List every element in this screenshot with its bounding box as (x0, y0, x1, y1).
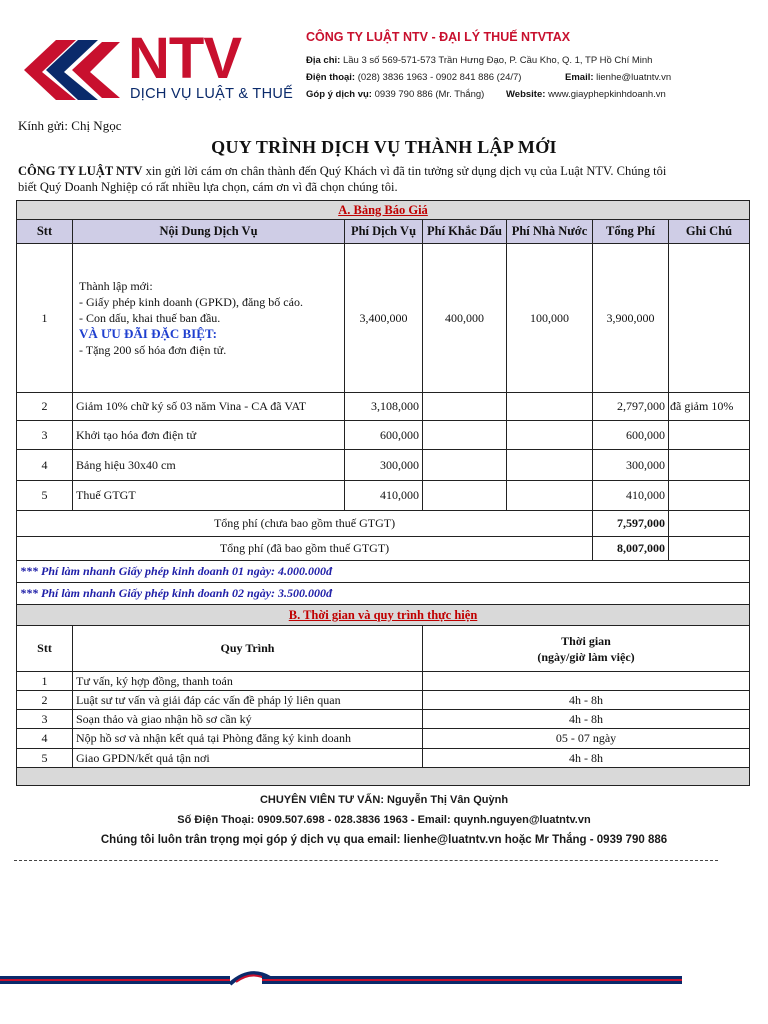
company-feedback (306, 89, 484, 100)
table-row (17, 450, 750, 481)
table-end-row (17, 768, 750, 786)
logo-subtitle: DỊCH VỤ LUẬT & THUẾ (130, 86, 294, 102)
row-content: Giảm 10% chữ ký số 03 năm Vina - CA đã VAT (73, 393, 345, 421)
email-value[interactable]: lienhe@luatntv.vn (596, 72, 672, 83)
row-state-fee (507, 450, 593, 481)
footer-dashed-line (14, 860, 718, 861)
table-end-bar (17, 768, 750, 786)
table-row (17, 729, 750, 749)
row-stt: 1 (17, 244, 73, 393)
header-service-fee: Phí Dịch Vụ (345, 220, 423, 244)
feedback-label: Góp ý dịch vụ: (306, 89, 372, 100)
company-logo (16, 26, 294, 106)
company-name: CÔNG TY LUẬT NTV - ĐẠI LÝ THUẾ NTVTAX (306, 30, 571, 44)
process-name: Giao GPDN/kết quả tận nơi (73, 749, 423, 768)
process-name: Tư vấn, ký hợp đồng, thanh toán (73, 672, 423, 691)
feedback-note: Chúng tôi luôn trân trọng mọi góp ý dịch vụ qua email: lienhe@luatntv.vn hoặc Mr Thắng - 0939 790 886 (100, 834, 668, 846)
row-state-fee (507, 421, 593, 450)
promo-1-day: *** Phí làm nhanh Giấy phép kinh doanh 01 ngày: 4.000.000đ (17, 561, 750, 583)
intro-text-1: xin gửi lời cám ơn chân thành đến Quý Khách vì đã tin tưởng sử dụng dịch vụ của Luật NTV. Chúng tôi (142, 164, 667, 178)
quotation-table (16, 200, 750, 786)
intro-line-2: biết Quý Doanh Nghiệp có rất nhiều lựa chọn, cám ơn vì đã chọn chúng tôi. (18, 180, 398, 194)
row-stt: 5 (17, 481, 73, 511)
address-label: Địa chỉ: (306, 55, 341, 66)
header-seal-fee: Phí Khắc Dấu (423, 220, 507, 244)
phone-label: Điện thoại: (306, 72, 356, 83)
row-content: Khởi tạo hóa đơn điện tử (73, 421, 345, 450)
bottom-decoration (0, 966, 768, 990)
consultant-name: CHUYÊN VIÊN TƯ VẤN: Nguyễn Thị Vân Quỳnh (259, 794, 509, 806)
row-note (669, 481, 750, 511)
row-total: 410,000 (593, 481, 669, 511)
row-seal-fee (423, 421, 507, 450)
table-row (17, 672, 750, 691)
subtotal-note (669, 511, 750, 537)
process-time: 4h - 8h (423, 691, 750, 710)
row-content (73, 244, 345, 393)
row-seal-fee: 400,000 (423, 244, 507, 393)
intro-company: CÔNG TY LUẬT NTV (18, 164, 143, 178)
quote-header-row (17, 220, 750, 244)
row-content-line: - Tặng 200 số hóa đơn điện tử. (79, 343, 227, 357)
row-total: 3,900,000 (593, 244, 669, 393)
subtotal-row (17, 511, 750, 537)
subtotal-label: Tổng phí (chưa bao gồm thuế GTGT) (17, 511, 593, 537)
process-header-stt: Stt (17, 626, 73, 672)
table-row (17, 749, 750, 768)
row-state-fee: 100,000 (507, 244, 593, 393)
company-phone (306, 72, 521, 83)
table-row (17, 393, 750, 421)
time-header-line-1: Thời gian (561, 633, 611, 648)
header-total: Tổng Phí (593, 220, 669, 244)
row-content-line: - Giấy phép kinh doanh (GPKD), đăng bố cáo. (79, 295, 303, 309)
row-note (669, 450, 750, 481)
section-a-row (17, 201, 750, 220)
promo-row (17, 583, 750, 605)
process-stt: 3 (17, 710, 73, 729)
row-note: đã giảm 10% (669, 393, 750, 421)
process-stt: 5 (17, 749, 73, 768)
subtotal-value: 7,597,000 (593, 511, 669, 537)
row-service-fee: 600,000 (345, 421, 423, 450)
row-total: 2,797,000 (593, 393, 669, 421)
row-service-fee: 3,108,000 (345, 393, 423, 421)
row-content: Bảng hiệu 30x40 cm (73, 450, 345, 481)
row-note (669, 244, 750, 393)
consultant-contact: Số Điện Thoại: 0909.507.698 - 028.3836 1963 - Email: quynh.nguyen@luatntv.vn (177, 814, 591, 826)
process-stt: 4 (17, 729, 73, 749)
address-value: Lầu 3 số 569-571-573 Trần Hưng Đạo, P. Cầu Kho, Q. 1, TP Hồ Chí Minh (342, 55, 653, 66)
company-address (306, 55, 652, 66)
row-content-line: - Con dấu, khai thuế ban đầu. (79, 311, 221, 325)
header-state-fee: Phí Nhà Nước (507, 220, 593, 244)
row-content: Thuế GTGT (73, 481, 345, 511)
promo-row (17, 561, 750, 583)
row-seal-fee (423, 481, 507, 511)
intro-line-1 (18, 163, 753, 179)
company-website (506, 89, 666, 100)
process-time: 4h - 8h (423, 710, 750, 729)
process-time (423, 672, 750, 691)
wave-stripe-icon (0, 966, 768, 990)
table-row (17, 481, 750, 511)
process-name: Nộp hồ sơ và nhận kết quả tại Phòng đăng ký kinh doanh (73, 729, 423, 749)
row-service-fee: 410,000 (345, 481, 423, 511)
grand-total-note (669, 537, 750, 561)
special-offer-label: VÀ ƯU ĐÃI ĐẶC BIỆT: (79, 326, 217, 341)
grand-total-row (17, 537, 750, 561)
header-stt: Stt (17, 220, 73, 244)
table-row (17, 710, 750, 729)
table-row (17, 421, 750, 450)
process-stt: 2 (17, 691, 73, 710)
header-note: Ghi Chú (669, 220, 750, 244)
row-state-fee (507, 393, 593, 421)
process-stt: 1 (17, 672, 73, 691)
time-header-line-2: (ngày/giờ làm việc) (537, 649, 635, 664)
row-content-line: Thành lập mới: (79, 279, 153, 293)
feedback-value: 0939 790 886 (Mr. Thắng) (374, 89, 485, 100)
table-row (17, 691, 750, 710)
row-stt: 3 (17, 421, 73, 450)
promo-2-day: *** Phí làm nhanh Giấy phép kinh doanh 02 ngày: 3.500.000đ (17, 583, 750, 605)
intro-paragraph (18, 163, 753, 195)
row-stt: 4 (17, 450, 73, 481)
process-header-row (17, 626, 750, 672)
header-content: Nội Dung Dịch Vụ (73, 220, 345, 244)
grand-total-label: Tổng phí (đã bao gồm thuế GTGT) (17, 537, 593, 561)
logo-text: NTV (128, 26, 241, 91)
row-seal-fee (423, 393, 507, 421)
process-header-name: Quy Trình (73, 626, 423, 672)
row-note (669, 421, 750, 450)
website-value[interactable]: www.giayphepkinhdoanh.vn (548, 89, 666, 100)
row-total: 600,000 (593, 421, 669, 450)
process-header-time (423, 626, 750, 672)
greeting: Kính gửi: Chị Ngọc (18, 118, 122, 133)
process-time: 05 - 07 ngày (423, 729, 750, 749)
ntv-logo-icon (16, 30, 126, 106)
row-state-fee (507, 481, 593, 511)
company-email (565, 72, 671, 83)
table-row (17, 244, 750, 393)
row-seal-fee (423, 450, 507, 481)
email-label: Email: (565, 72, 594, 83)
row-service-fee: 300,000 (345, 450, 423, 481)
section-a-title: A. Bảng Báo Giá (17, 201, 750, 220)
row-stt: 2 (17, 393, 73, 421)
process-name: Luật sư tư vấn và giải đáp các vấn đề pháp lý liên quan (73, 691, 423, 710)
row-service-fee: 3,400,000 (345, 244, 423, 393)
page-title: QUY TRÌNH DỊCH VỤ THÀNH LẬP MỚI (211, 137, 557, 157)
row-total: 300,000 (593, 450, 669, 481)
process-time: 4h - 8h (423, 749, 750, 768)
grand-total-value: 8,007,000 (593, 537, 669, 561)
section-b-title: B. Thời gian và quy trình thực hiện (17, 605, 750, 626)
website-label: Website: (506, 89, 546, 100)
section-b-row (17, 605, 750, 626)
process-name: Soạn thảo và giao nhận hồ sơ cần ký (73, 710, 423, 729)
phone-value: (028) 3836 1963 - 0902 841 886 (24/7) (357, 72, 522, 83)
